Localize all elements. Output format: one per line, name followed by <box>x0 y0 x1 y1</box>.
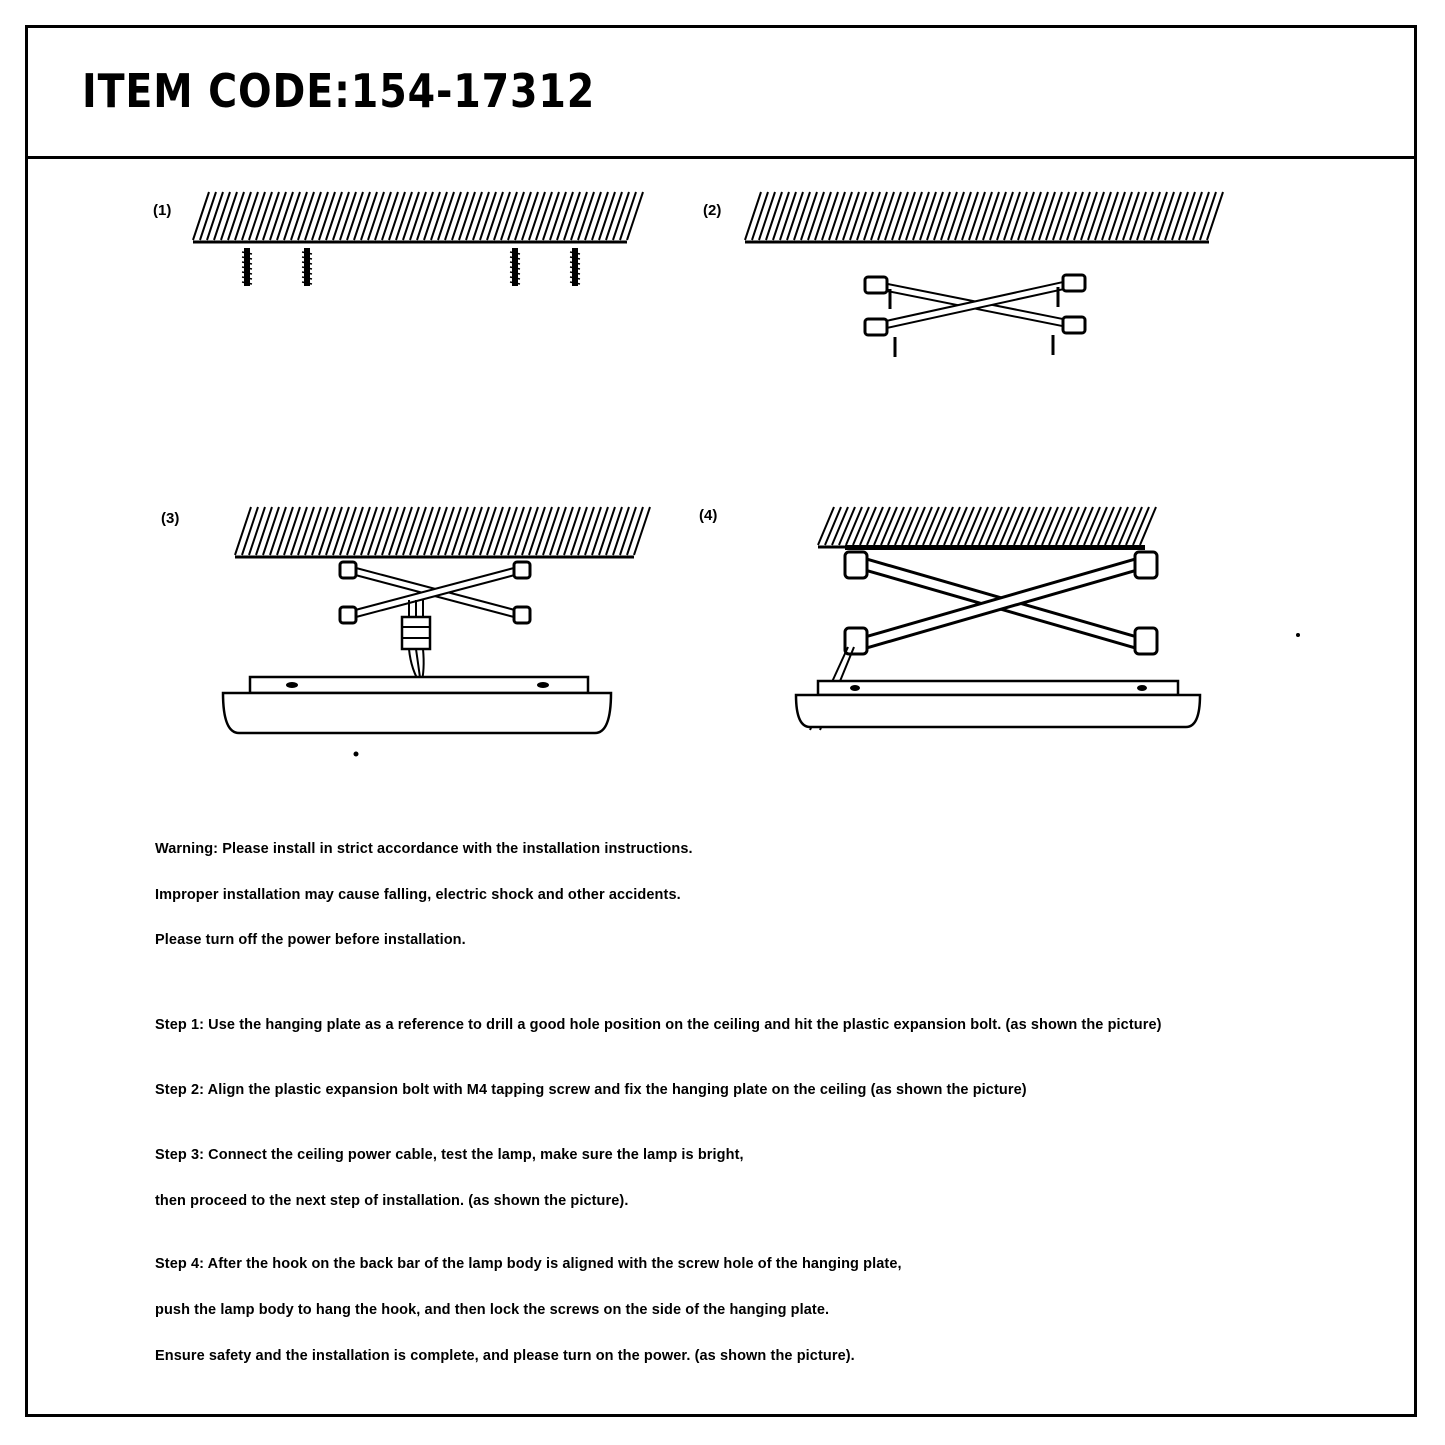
hanging-plate-icon <box>865 275 1085 357</box>
warning-line-2: Improper installation may cause falling, electric shock and other accidents. <box>155 887 681 903</box>
expansion-bolt-icon <box>242 248 252 286</box>
step-3-text-line-1: Step 3: Connect the ceiling power cable, test the lamp, make sure the lamp is bright, <box>155 1147 744 1163</box>
figure-2-diagram <box>740 190 1230 370</box>
warning-line-3: Please turn off the power before installation. <box>155 932 466 948</box>
expansion-bolts <box>242 248 580 286</box>
expansion-bolt-icon <box>570 248 580 286</box>
figure-1-label: (1) <box>153 202 172 219</box>
step-4-text-line-2: push the lamp body to hang the hook, and then lock the screws on the side of the hanging plate. <box>155 1302 830 1318</box>
header <box>28 28 1414 159</box>
step-2-text: Step 2: Align the plastic expansion bolt with M4 tapping screw and fix the hanging plate on the ceiling (as shown the picture) <box>155 1082 1027 1098</box>
expansion-bolt-icon <box>302 248 312 286</box>
step-1-text: Step 1: Use the hanging plate as a reference to drill a good hole position on the ceiling and hit the plastic expansion bolt. (as shown the picture) <box>155 1017 1162 1033</box>
figure-4-label: (4) <box>699 507 718 524</box>
figure-1-diagram <box>185 190 645 300</box>
step-3-text-line-2: then proceed to the next step of installation. (as shown the picture). <box>155 1193 629 1209</box>
figure-4-diagram <box>790 505 1210 740</box>
wire-connector-icon <box>402 600 430 685</box>
hanging-plate-icon <box>845 552 1157 654</box>
item-code-title: ITEM CODE:154-17312 <box>82 64 596 118</box>
hanging-plate-icon <box>340 562 530 623</box>
figure-3-diagram <box>215 505 625 765</box>
step-4-text-line-1: Step 4: After the hook on the back bar of the lamp body is aligned with the screw hole of the hanging plate, <box>155 1256 902 1272</box>
figure-3-label: (3) <box>161 510 180 527</box>
step-4-text-line-3: Ensure safety and the installation is complete, and please turn on the power. (as shown the picture). <box>155 1348 855 1364</box>
figure-2-label: (2) <box>703 202 722 219</box>
ceiling-hatch <box>818 507 1156 547</box>
ceiling-hatch <box>193 192 643 242</box>
ceiling-hatch <box>745 192 1223 242</box>
ceiling-hatch <box>235 507 650 557</box>
warning-line-1: Warning: Please install in strict accordance with the installation instructions. <box>155 841 693 857</box>
lamp-body-icon <box>796 681 1200 727</box>
lamp-body-icon <box>223 677 611 733</box>
expansion-bolt-icon <box>510 248 520 286</box>
